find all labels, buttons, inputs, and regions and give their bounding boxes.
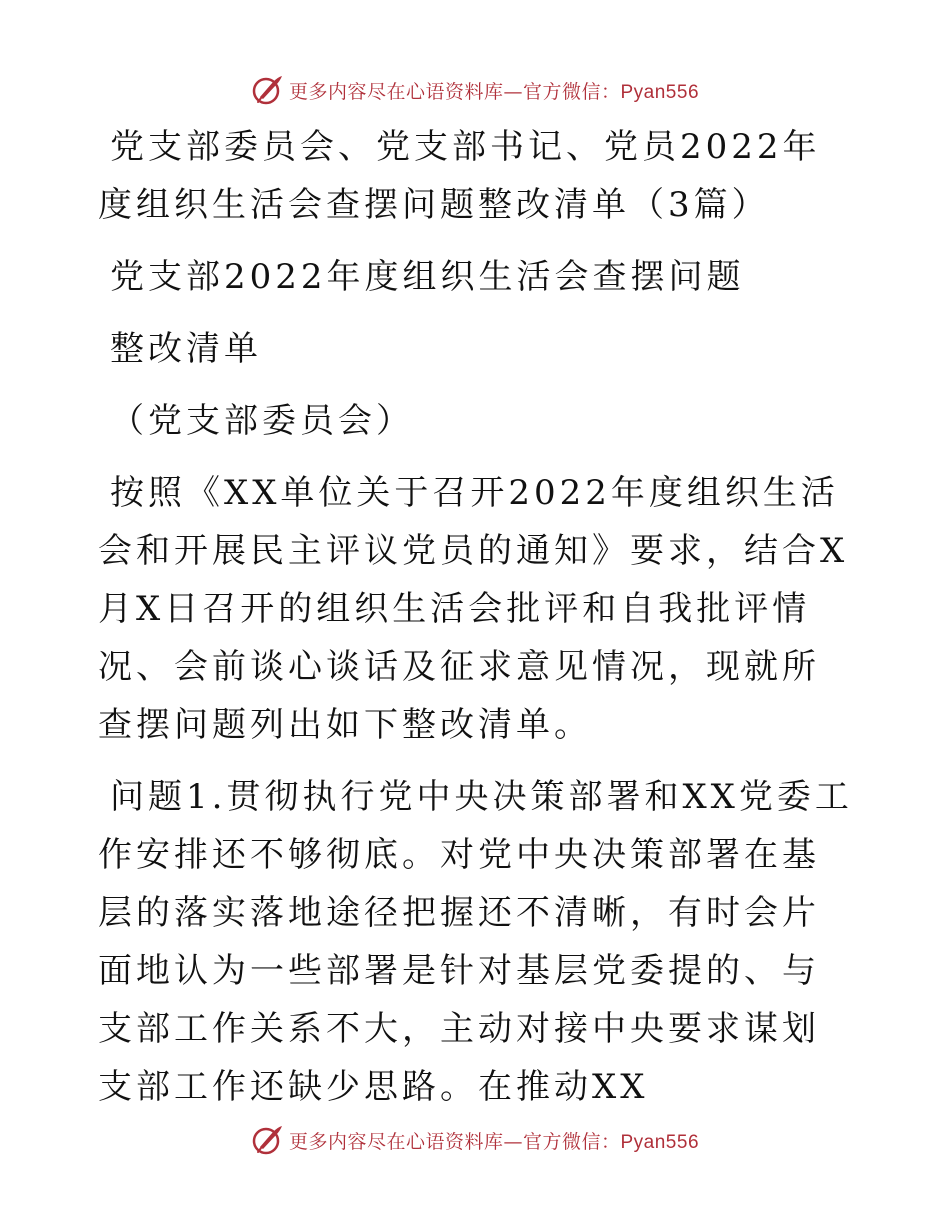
watermark-text: 更多内容尽在心语资料库—官方微信：Pyan556 bbox=[288, 1130, 700, 1153]
intro-paragraph: 按照《XX单位关于召开2022年度组织生活会和开展民主评议党员的通知》要求，结合X月X日召开的组织生活会批评和自我批评情况、会前谈心谈话及征求意见情况，现就所查摆问题列出如下整改清单。 bbox=[98, 473, 849, 745]
header-watermark bbox=[0, 70, 950, 110]
subtitle-line-1: 党支部2022年度组织生活会查摆问题 bbox=[110, 257, 745, 297]
subtitle-line-3: （党支部委员会） bbox=[110, 401, 414, 441]
watermark-text: 更多内容尽在心语资料库—官方微信：Pyan556 bbox=[288, 80, 700, 103]
subtitle-line-2: 整改清单 bbox=[110, 329, 262, 369]
watermark-handle: Pyan556 bbox=[620, 1131, 700, 1153]
document-body bbox=[98, 118, 854, 1116]
issue-1-paragraph: 问题1.贯彻执行党中央决策部署和XX党委工作安排还不够彻底。对党中央决策部署在基层的落实落地途径把握还不清晰，有时会片面地认为一些部署是针对基层党委提的、与支部工作关系不大，主动对接中央要求谋划支部工作还缺少思路。在推动XX bbox=[98, 777, 853, 1107]
document-title: 党支部委员会、党支部书记、党员2022年度组织生活会查摆问题整改清单（3篇） bbox=[98, 127, 821, 225]
quill-pen-circle-icon bbox=[251, 1123, 285, 1157]
quill-pen-circle-icon bbox=[251, 73, 285, 107]
watermark-handle: Pyan556 bbox=[620, 81, 700, 103]
footer-watermark bbox=[0, 1120, 950, 1160]
